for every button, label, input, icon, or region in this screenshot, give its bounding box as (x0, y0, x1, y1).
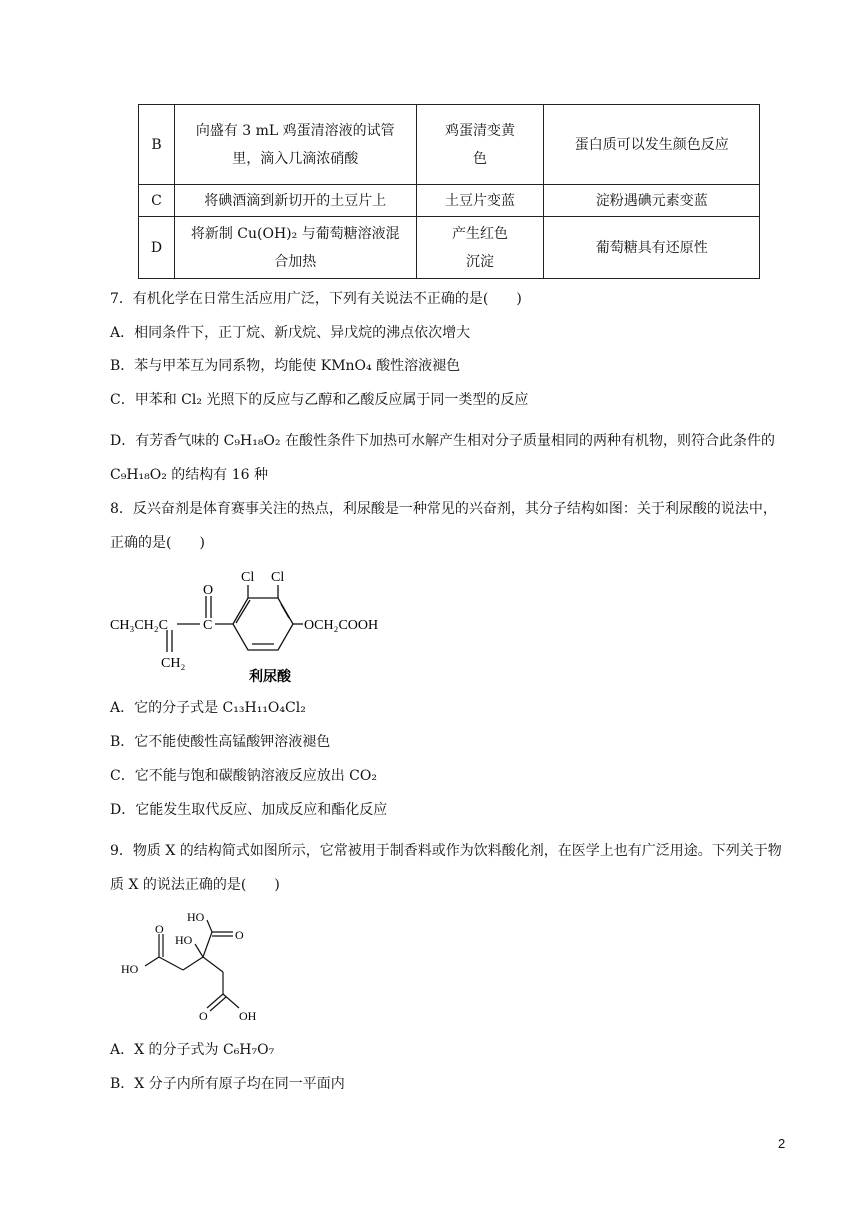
q8-option-c: C．它不能与饱和碳酸钠溶液反应放出 CO₂ (110, 768, 377, 784)
q7-option-a: A．相同条件下，正丁烷、新戊烷、异戊烷的沸点依次增大 (110, 325, 471, 341)
etacrynic-acid-structure (105, 560, 405, 690)
citric-acid-structure (115, 902, 275, 1027)
row-id: D (139, 217, 175, 279)
ho-left-label: HO (121, 962, 139, 976)
right-group-label: OCH₂COOH (304, 618, 379, 633)
q8-option-d: D．它能发生取代反应、加成反应和酯化反应 (110, 802, 388, 818)
row-id: B (139, 105, 175, 185)
q9-option-b: B．X 分子内所有原子均在同一平面内 (110, 1076, 345, 1092)
row-operation: 向盛有 3 mL 鸡蛋清溶液的试管里，滴入几滴浓硝酸 (174, 105, 416, 185)
ho-mid-label: HO (175, 933, 193, 947)
o-top-label: O (235, 928, 244, 942)
row-operation: 将新制 Cu(OH)₂ 与葡萄糖溶液混合加热 (174, 217, 416, 279)
figure-caption: 利尿酸 (249, 670, 291, 685)
carbonyl-oxygen-label: O (203, 583, 214, 598)
ho-top-label: HO (187, 910, 205, 924)
methylene-label: CH₂ (161, 656, 186, 671)
table-row (139, 217, 760, 279)
row-operation: 将碘酒滴到新切开的土豆片上 (174, 185, 416, 217)
page-number: 2 (778, 1136, 786, 1151)
q9-option-a: A．X 的分子式为 C₆H₇O₇ (110, 1042, 275, 1058)
q7-option-c: C．甲苯和 Cl₂ 光照下的反应与乙醇和乙酸反应属于同一类型的反应 (110, 392, 529, 408)
q9-stem: 9．物质 X 的结构简式如图所示，它常被用于制香料或作为饮料酸化剂，在医学上也有广泛用途。下列关于物质 X 的说法正确的是( ) (110, 843, 782, 893)
row-phenomenon: 产生红色沉淀 (416, 217, 544, 279)
oh-bottom-label: OH (239, 1009, 257, 1023)
row-conclusion: 蛋白质可以发生颜色反应 (544, 105, 760, 185)
svg-text:C: C (203, 618, 213, 633)
q8-option-b: B．它不能使酸性高锰酸钾溶液褪色 (110, 734, 331, 750)
row-phenomenon: 土豆片变蓝 (416, 185, 544, 217)
chlorine-label-1: Cl (241, 570, 255, 585)
q8-option-a: A．它的分子式是 C₁₃H₁₁O₄Cl₂ (110, 700, 306, 716)
row-conclusion: 淀粉遇碘元素变蓝 (544, 185, 760, 217)
chlorine-label-2: Cl (271, 570, 285, 585)
o-left-label: O (155, 922, 164, 936)
experiment-table (138, 104, 760, 279)
q7-option-d: D．有芳香气味的 C₉H₁₈O₂ 在酸性条件下加热可水解产生相对分子质量相同的两种有机物，则符合此条件的 C₉H₁₈O₂ 的结构有 16 种 (110, 433, 775, 483)
row-conclusion: 葡萄糖具有还原性 (544, 217, 760, 279)
q8-stem: 8．反兴奋剂是体育赛事关注的热点，利尿酸是一种常见的兴奋剂，其分子结构如图：关于利尿酸的说法中，正确的是( ) (110, 501, 777, 551)
q7-option-b: B．苯与甲苯互为同系物，均能使 KMnO₄ 酸性溶液褪色 (110, 358, 461, 374)
table-row (139, 185, 760, 217)
row-phenomenon: 鸡蛋清变黄色 (416, 105, 544, 185)
o-bottom-label: O (199, 1009, 208, 1023)
row-id: C (139, 185, 175, 217)
left-group-label: CH₃CH₂C (110, 618, 168, 633)
q7-stem: 7．有机化学在日常生活应用广泛，下列有关说法不正确的是( ) (110, 291, 522, 307)
table-row (139, 105, 760, 185)
